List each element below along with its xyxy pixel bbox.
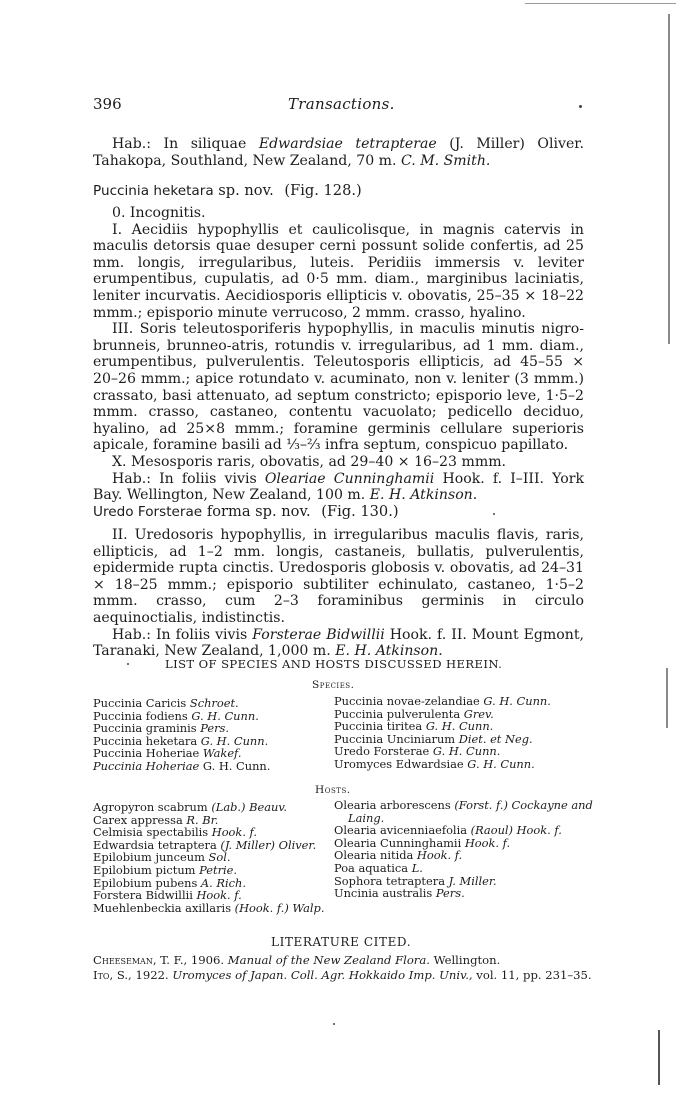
species-list-item — [93, 760, 270, 773]
reference-year: 1922. — [135, 968, 169, 982]
taxon-authority: G. H. Cunn. — [467, 756, 535, 771]
hosts-list-right — [334, 799, 593, 900]
taxon-authority: Pers. — [435, 886, 465, 901]
taxon-authority: Grev. — [463, 706, 494, 721]
taxon-authority: A. Rich. — [200, 875, 246, 890]
taxon-name: Sophora tetraptera — [334, 873, 445, 888]
taxon-name: Puccinia fodiens — [93, 708, 188, 723]
taxon-name: Olearia Cunninghamii — [334, 835, 462, 850]
taxon-name: Forstera Bidwillii — [93, 888, 193, 903]
taxon-name: Puccinia pulverulenta — [334, 706, 461, 721]
stage-II: II. Uredosoris hypophyllis, in irregularibus maculis flavis, raris, ellipticis, ad 1–2 mm. longis, castaneis, bullatis, pulverulentis, epidermide rupta cinctis. Uredosporis globosis v. obovatis, ad 24–31 × 18–25 mmm.; episporio subtiliter echinulato, castaneo, 1·5–2 mmm. crasso, cum 2–3 foraminibus germinis in circulo aequinoctialis, indistinctis. — [93, 527, 584, 626]
taxon-authority: R. Br. — [186, 812, 219, 827]
stage-0: 0. Incognitis. — [112, 205, 206, 221]
running-header — [93, 95, 583, 117]
reference-detail: Coll. Agr. Hokkaido Imp. Univ., vol. 11, pp. 231–35. — [290, 968, 592, 982]
habitat-edwardsiae: Hab.: In siliquae Edwardsiae tetrapterae (J. Miller) Oliver. Tahakopa, Southland, New Zealand, 70 m. C. M. Smith. — [93, 136, 584, 169]
taxon-name: Puccinia heketara — [93, 733, 198, 748]
taxon-authority: Petrie. — [199, 862, 238, 877]
reference-title: Uromyces of Japan. — [172, 968, 288, 982]
hosts-list-left — [93, 801, 324, 914]
species-list-right — [334, 695, 551, 771]
scan-speck — [333, 1023, 335, 1025]
reference-year: 1906. — [190, 953, 225, 967]
taxon-name: Muehlenbeckia axillaris — [93, 900, 232, 915]
taxon-authority: Sol. — [208, 850, 231, 865]
scan-edge-bottom — [658, 1030, 666, 1085]
page-number: 396 — [93, 95, 122, 113]
journal-title: Transactions. — [288, 95, 395, 113]
species-list-item — [334, 758, 551, 771]
taxon-name: Epilobium pubens — [93, 875, 198, 890]
scan-speck — [127, 663, 129, 665]
reference-item — [93, 953, 593, 968]
reference-author: Ito, S., — [93, 968, 132, 982]
taxon-authority: G. H. Cunn. — [191, 708, 259, 723]
taxon-authority: Hook. f. — [464, 835, 511, 850]
taxon-authority: Hook. f. — [196, 888, 242, 903]
taxon-name: Uredo Forsterae — [334, 744, 430, 759]
taxon-name: Puccinia tiritea — [334, 719, 423, 734]
reference-list — [93, 953, 593, 983]
list-title: LIST OF SPECIES AND HOSTS DISCUSSED HEREIN. — [165, 657, 503, 671]
taxon-name: Olearia avicenniaefolia — [334, 823, 468, 838]
taxon-name: Uromyces Edwardsiae — [334, 756, 464, 771]
scan-edge-top — [525, 3, 676, 4]
taxon-authority: Wakef. — [202, 746, 242, 761]
stage-III: III. Soris teleutosporiferis hypophyllis, in maculis minutis nigro-brunneis, brunneo-atris, rotundis v. irregularibus, ad 1 mm. diam., erumpentibus, pulverulentis. Teleutosporis ellipticis, ad 45–55 × 20–26 mmm.; apice rotundato v. acuminato, non v. leniter (3 mmm.) crassato, basi attenuato, ad septum constricto; episporio leve, 1·5–2 mmm. crasso, castaneo, contentu vacuolato; pedicello deciduo, hyalino, ad 25×8 mmm.; foramine germinis cellulare superioris apicale, foramine basili ad ⅓–⅔ infra septum, conspicuo papillato. — [93, 321, 584, 454]
taxon-name: Uncinia australis — [334, 886, 433, 901]
host-list-item — [334, 887, 593, 900]
taxon-name: Olearia nitida — [334, 848, 414, 863]
taxon-authority: (Lab.) Beauv. — [211, 800, 288, 814]
taxon-authority: Pers. — [200, 721, 230, 736]
taxon-authority: Diet. et Neg. — [458, 731, 533, 746]
literature-title: LITERATURE CITED. — [271, 935, 412, 949]
description-heketara — [93, 205, 584, 504]
reference-item — [93, 968, 593, 983]
taxon-name: Puccinia Hoheriae — [93, 746, 200, 761]
taxon-name: Epilobium junceum — [93, 850, 205, 865]
scan-edge-right — [667, 14, 670, 344]
reference-title: Manual of the New Zealand Flora. — [227, 953, 430, 967]
taxon-authority: (Raoul) Hook. f. — [470, 823, 562, 838]
taxon-name: Poa aquatica — [334, 860, 409, 875]
taxon-authority: G. H. Cunn. — [483, 694, 551, 708]
species-list-left — [93, 697, 270, 773]
habitat-heketara: Hab.: In foliis vivis Oleariae Cunninghamii Hook. f. I–III. York Bay. Wellington, New Zealand, 100 m. E. H. Atkinson. — [93, 470, 585, 504]
taxon-name: Olearia arborescens — [334, 798, 451, 812]
taxon-name: Edwardsia tetraptera — [93, 837, 217, 852]
taxon-name: Carex appressa — [93, 812, 183, 827]
taxon-authority: (Forst. f.) Cockayne and — [454, 798, 593, 812]
hosts-subheading: Hosts. — [315, 784, 351, 796]
species-subheading: Species. — [312, 679, 355, 691]
scan-edge-right-lower — [665, 668, 668, 728]
taxon-name: Puccinia graminis — [93, 721, 197, 736]
habitat-forsterae: Hab.: In foliis vivis Forsterae Bidwillii Hook. f. II. Mount Egmont, Taranaki, New Zealand, 1,000 m. E. H. Atkinson. — [93, 626, 584, 660]
stage-I: I. Aecidiis hypophyllis et caulicolisque, in magnis catervis in maculis detorsis quae desuper cerni possunt solide confertis, ad 25 mm. longis, irregularibus, luteis. Peridiis immersis v. leviter erumpentibus, cupulatis, ad 0·5 mm. diam., marginibus laciniatis, leniter incurvatis. Aecidiosporis ellipticis v. obovatis, 25–35 × 18–22 mmm.; episporio minute verrucoso, 2 mmm. crasso, hyalino. — [93, 221, 584, 321]
taxon-name: Agropyron scabrum — [93, 800, 208, 814]
taxon-name: Puccinia novae-zelandiae — [334, 694, 480, 708]
taxon-name: Puccinia Caricis — [93, 696, 187, 710]
species-heading-forsterae: Uredo Forsterae forma sp. nov. (Fig. 130.) — [93, 503, 399, 520]
taxon-authority: Laing. — [348, 810, 385, 825]
taxon-authority: G. H. Cunn. — [432, 744, 501, 759]
scan-speck — [493, 513, 495, 515]
description-forsterae — [93, 527, 584, 660]
reference-author: Cheeseman, T. F., — [93, 953, 188, 967]
taxon-name: Celmisia spectabilis — [93, 825, 209, 840]
taxon-authority: L. — [411, 860, 423, 875]
taxon-authority: J. Miller. — [448, 873, 497, 888]
taxon-name: Puccinia Unciniarum — [334, 731, 456, 746]
taxon-authority: G. H. Cunn. — [200, 733, 269, 748]
stage-X: X. Mesosporis raris, obovatis, ad 29–40 × 16–23 mmm. — [112, 453, 507, 470]
taxon-authority: Hook. f. — [211, 825, 257, 840]
taxon-authority: (J. Miller) Oliver. — [220, 837, 317, 852]
species-heading-heketara: Puccinia heketara sp. nov. (Fig. 128.) — [93, 182, 362, 199]
host-list-item — [93, 902, 324, 915]
taxon-authority: (Hook. f.) Walp. — [234, 900, 325, 915]
taxon-name: Puccinia Hoheriae — [93, 758, 200, 773]
taxon-authority: Schroet. — [189, 696, 239, 710]
reference-detail: Wellington. — [433, 953, 501, 967]
taxon-name: Epilobium pictum — [93, 862, 196, 877]
taxon-authority: Hook. f. — [416, 848, 463, 863]
taxon-authority: G. H. Cunn. — [425, 719, 494, 734]
taxon-authority: G. H. Cunn. — [202, 758, 271, 773]
